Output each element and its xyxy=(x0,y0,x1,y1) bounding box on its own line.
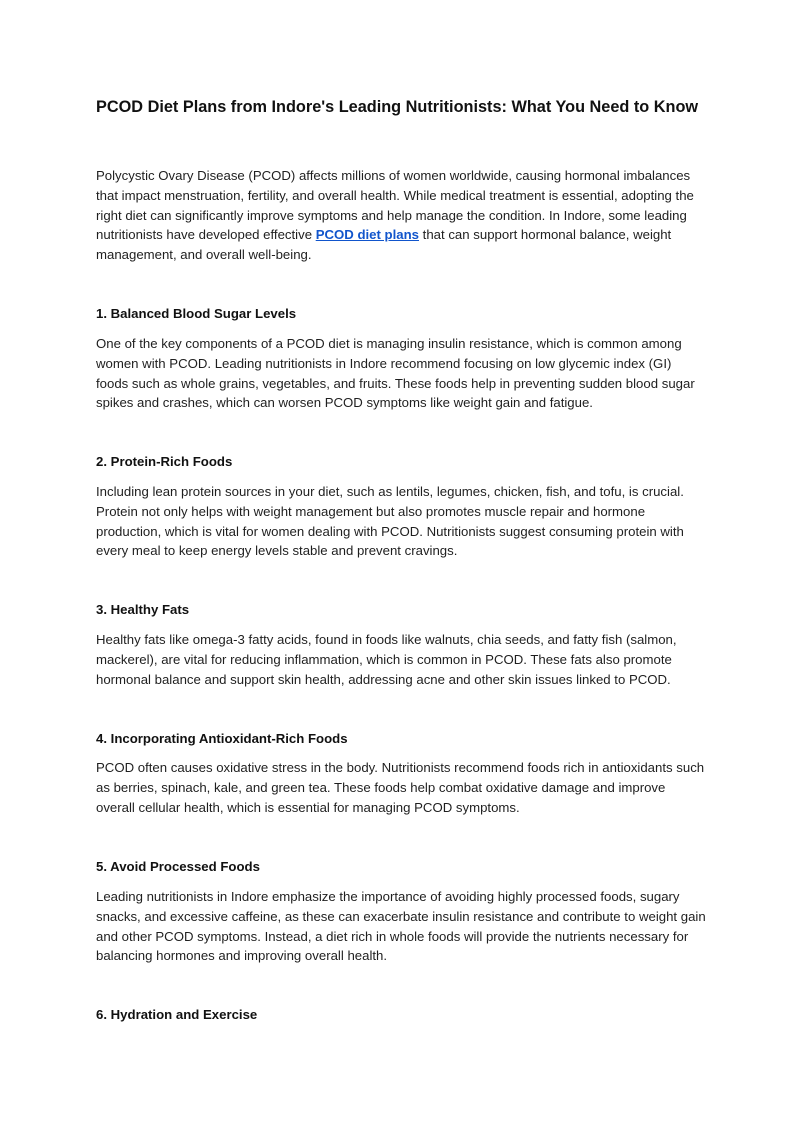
section-body: Including lean protein sources in your diet, such as lentils, legumes, chicken, fish, and tofu, is crucial. Protein not only helps with weight management but also promotes muscle repair and hormone production, which is vital for women dealing with PCOD. Nutritionists suggest consuming protein with every meal to keep energy levels stable and prevent cravings. xyxy=(96,484,684,559)
section-heading: 1. Balanced Blood Sugar Levels xyxy=(96,306,297,321)
pcod-diet-plans-link[interactable]: PCOD diet plans xyxy=(315,227,420,243)
intro-text-after-link: that can support hormonal balance, weight management, and overall well-being. xyxy=(96,227,672,263)
section-body: One of the key components of a PCOD diet is managing insulin resistance, which is common among women with PCOD. Leading nutritionists in Indore recommend focusing on low glycemic index (GI) foods such as whole grains, vegetables, and fruits. These foods help in preventing sudden blood sugar spikes and crashes, which can worsen PCOD symptoms like weight gain and fatigue. xyxy=(96,336,695,411)
intro-text-before-link: Polycystic Ovary Disease (PCOD) affects millions of women worldwide, causing hormonal imbalances that impact menstruation, fertility, and overall health. While medical treatment is essential, adopting the right diet can significantly improve symptoms and help manage the condition. In Indore, some leading nutritionists have developed effective xyxy=(96,168,694,243)
section-heading: 4. Incorporating Antioxidant-Rich Foods xyxy=(96,731,348,746)
section-body: PCOD often causes oxidative stress in the body. Nutritionists recommend foods rich in antioxidants such as berries, spinach, kale, and green tea. These foods help combat oxidative damage and improve overall cellular health, which is essential for managing PCOD symptoms. xyxy=(96,760,705,815)
section-body: Leading nutritionists in Indore emphasize the importance of avoiding highly processed foods, sugary snacks, and excessive caffeine, as these can exacerbate insulin resistance and contribute to weight gain and other PCOD symptoms. Instead, a diet rich in whole foods will provide the nutrients necessary for balancing hormones and improving overall health. xyxy=(96,889,706,964)
section-heading: 3. Healthy Fats xyxy=(96,602,190,617)
intro-paragraph xyxy=(96,166,706,265)
section-heading: 6. Hydration and Exercise xyxy=(96,1007,258,1022)
page-title: PCOD Diet Plans from Indore's Leading Nutritionists: What You Need to Know xyxy=(96,98,699,116)
section-body: Healthy fats like omega-3 fatty acids, found in foods like walnuts, chia seeds, and fatty fish (salmon, mackerel), are vital for reducing inflammation, which is common in PCOD. These fats also promote hormonal balance and support skin health, addressing acne and other skin issues linked to PCOD. xyxy=(96,632,677,687)
section-heading: 2. Protein-Rich Foods xyxy=(96,454,233,469)
section-heading: 5. Avoid Processed Foods xyxy=(96,859,260,874)
